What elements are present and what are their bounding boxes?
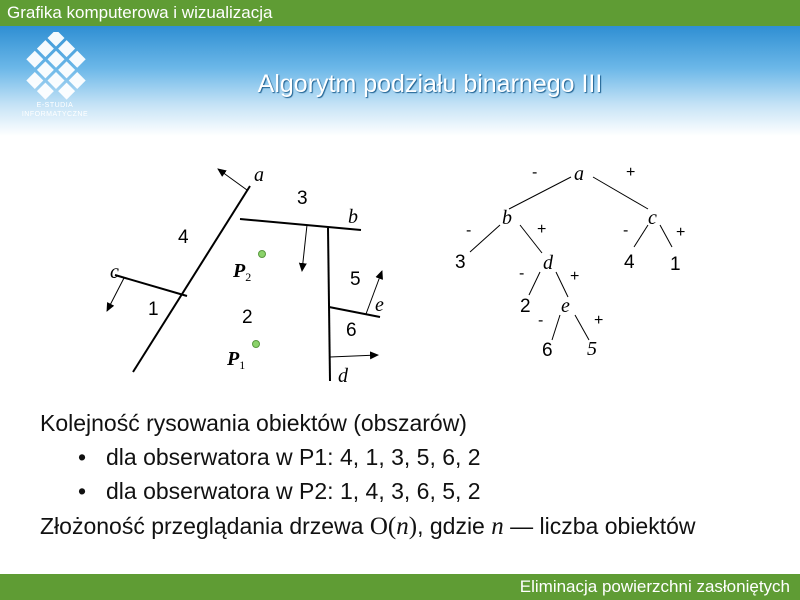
tree-leaf-5: 5 <box>587 338 597 360</box>
tree-minus-e: - <box>538 312 544 329</box>
logo-text-line2: INFORMATYCZNE <box>21 111 89 118</box>
point-p2-marker <box>259 251 266 258</box>
complexity-pre: Złożoność przeglądania drzewa <box>40 513 370 539</box>
tree-leaf-4: 4 <box>624 252 635 273</box>
region-label-2: 2 <box>242 307 253 328</box>
bullet-p2 <box>40 474 760 508</box>
tree-minus-a: - <box>532 164 538 181</box>
plane-label-d: d <box>338 365 348 387</box>
normal-b-arrow <box>302 225 307 271</box>
tree-leaf-3: 3 <box>455 252 466 273</box>
complexity-statement <box>40 512 760 541</box>
plane-d-line <box>328 228 330 381</box>
region-label-1: 1 <box>148 299 159 320</box>
slide-header <box>0 26 800 136</box>
tree-leaf-6: 6 <box>542 340 553 361</box>
plane-label-b: b <box>348 206 358 228</box>
plane-label-e: e <box>375 294 384 316</box>
complexity-post: — liczba obiektów <box>503 513 696 539</box>
tree-plus-b: + <box>537 221 547 238</box>
normal-d-arrow <box>330 355 378 357</box>
tree-node-c: c <box>648 207 657 229</box>
normal-a-arrow <box>218 169 247 190</box>
point-p1-subscript: 1 <box>239 358 246 372</box>
tree-node-d: d <box>543 252 553 274</box>
course-title-bar <box>0 0 800 26</box>
point-p1-label: $P_1$ <box>227 348 246 372</box>
plane-e-line <box>329 307 380 317</box>
plane-label-c: c <box>110 261 119 283</box>
tree-node-a: a <box>574 163 584 185</box>
region-label-6: 6 <box>346 320 357 341</box>
tree-plus-d: + <box>570 268 580 285</box>
logo-text-line1: E-STUDIA <box>36 102 74 109</box>
point-p1-marker <box>253 341 260 348</box>
tree-leaf-2: 2 <box>520 296 531 317</box>
tree-leaf-1: 1 <box>670 254 681 275</box>
point-p2-label: $P_2$ <box>233 260 252 284</box>
course-title: Grafika komputerowa i wizualizacja <box>7 3 273 22</box>
tree-node-b: b <box>502 207 512 229</box>
plane-label-a: a <box>254 164 264 186</box>
n-variable: n <box>491 513 504 540</box>
slide-title <box>0 70 740 99</box>
bsp-diagram <box>0 150 800 400</box>
tree-minus-b: - <box>466 222 472 239</box>
tree-minus-c: - <box>623 222 629 239</box>
order-intro: Kolejność rysowania obiektów (obszarów) <box>40 410 467 436</box>
tree-node-e: e <box>561 295 570 317</box>
footer-bar <box>0 574 800 600</box>
slide-content <box>40 406 760 541</box>
tree-plus-c: + <box>676 224 686 241</box>
footer-text: Eliminacja powierzchni zasłoniętych <box>519 577 790 596</box>
bsp-tree-edges <box>470 177 672 340</box>
slide-title-text: Algorytm podziału binarnego III <box>257 70 603 98</box>
point-p2-subscript: 2 <box>245 270 252 284</box>
complexity-mid: , gdzie <box>417 513 492 539</box>
plane-c-line <box>115 275 187 296</box>
region-label-5: 5 <box>350 269 361 290</box>
bullet-p1-text: dla obserwatora w P1: 4, 1, 3, 5, 6, 2 <box>106 444 481 470</box>
plane-b-line <box>240 219 361 230</box>
tree-plus-a: + <box>626 164 636 181</box>
region-label-3: 3 <box>297 188 308 209</box>
big-o-notation: O(n) <box>369 513 418 540</box>
tree-plus-e: + <box>594 312 604 329</box>
tree-minus-d: - <box>519 265 525 282</box>
region-label-4: 4 <box>178 227 189 248</box>
bullet-p2-text: dla obserwatora w P2: 1, 4, 3, 6, 5, 2 <box>106 478 481 504</box>
bullet-p1 <box>40 440 760 474</box>
